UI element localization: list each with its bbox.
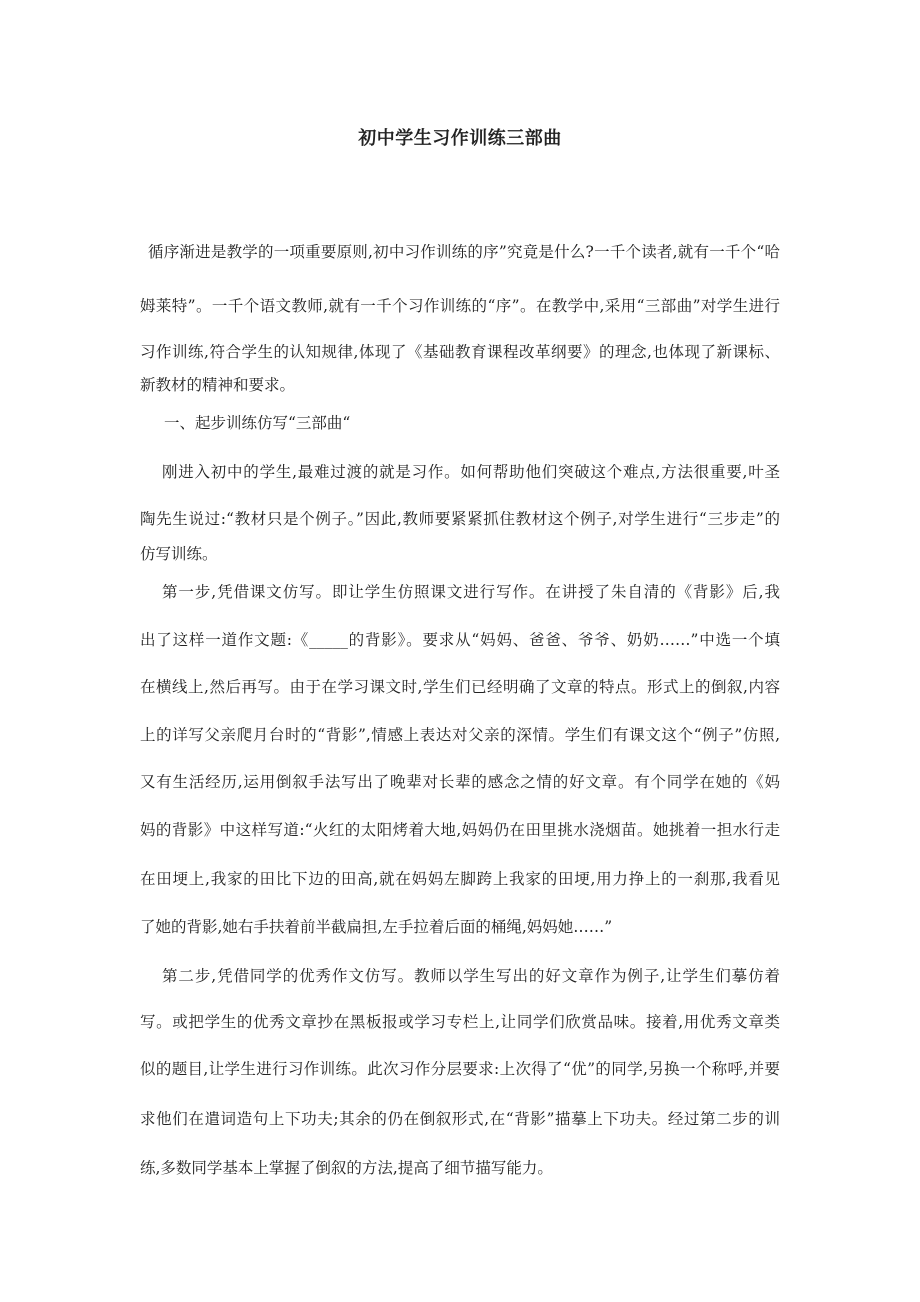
paragraph-line: 刚进入初中的学生,最难过渡的就是习作。如何帮助他们突破这个难点,方法很重要,叶圣 — [162, 463, 780, 481]
paragraph-line: 练,多数同学基本上掌握了倒叙的方法,提高了细节描写能力。 — [140, 1159, 553, 1177]
paragraph-line: 在横线上,然后再写。由于在学习课文时,学生们已经明确了文章的特点。形式上的倒叙,内容 — [140, 678, 780, 696]
paragraph-line: 姆莱特”。一千个语文教师,就有一千个习作训练的“序”。在教学中,采用“三部曲”对学生进行 — [140, 297, 780, 315]
paragraph-line: 陶先生说过:“教材只是个例子。”因此,教师要紧紧抓住教材这个例子,对学生进行“三步走”的 — [140, 510, 780, 528]
paragraph-line: 仿写训练。 — [140, 545, 218, 563]
paragraph-line: 妈的背影》中这样写道:“火红的太阳烤着大地,妈妈仍在田里挑水浇烟苗。她挑着一担水行走 — [140, 821, 780, 839]
document-title: 初中学生习作训练三部曲 — [358, 128, 562, 149]
paragraph-line: 又有生活经历,运用倒叙手法写出了晚辈对长辈的感念之情的好文章。有个同学在她的《妈 — [140, 773, 780, 791]
section-heading: 一、起步训练仿写“三部曲“ — [164, 414, 351, 432]
paragraph-line: 上的详写父亲爬月台时的“背影”,情感上表达对父亲的深情。学生们有课文这个“例子”仿照, — [140, 726, 780, 744]
paragraph-line: 了她的背影,她右手扶着前半截扁担,左手拉着后面的桶绳,妈妈她……” — [140, 918, 613, 936]
paragraph-line: 新教材的精神和要求。 — [140, 376, 296, 394]
paragraph-line: 习作训练,符合学生的认知规律,体现了《基础教育课程改革纲要》的理念,也体现了新课标、 — [140, 343, 780, 361]
paragraph-line: 第一步,凭借课文仿写。即让学生仿照课文进行写作。在讲授了朱自清的《背影》后,我 — [162, 583, 780, 601]
paragraph-line: 似的题目,让学生进行习作训练。此次习作分层要求:上次得了“优”的同学,另换一个称呼,并要 — [140, 1060, 780, 1078]
paragraph-line: 写。或把学生的优秀文章抄在黑板报或学习专栏上,让同学们欣赏品味。接着,用优秀文章类 — [140, 1013, 780, 1031]
paragraph-line: 第二步,凭借同学的优秀作文仿写。教师以学生写出的好文章作为例子,让学生们摹仿着 — [162, 967, 780, 985]
paragraph-line: 出了这样一道作文题:《_____的背影》。要求从“妈妈、爸爸、爷爷、奶奶……”中选一个填 — [140, 631, 780, 649]
paragraph-line: 在田埂上,我家的田比下边的田高,就在妈妈左脚跨上我家的田埂,用力挣上的一刹那,我看见 — [140, 870, 780, 888]
paragraph-line: 循序渐进是教学的一项重要原则,初中习作训练的序”究竟是什么?一千个读者,就有一千个“哈 — [148, 243, 780, 261]
paragraph-line: 求他们在遣词造句上下功夫;其余的仍在倒叙形式,在“背影”描摹上下功夫。经过第二步的训 — [140, 1110, 780, 1128]
